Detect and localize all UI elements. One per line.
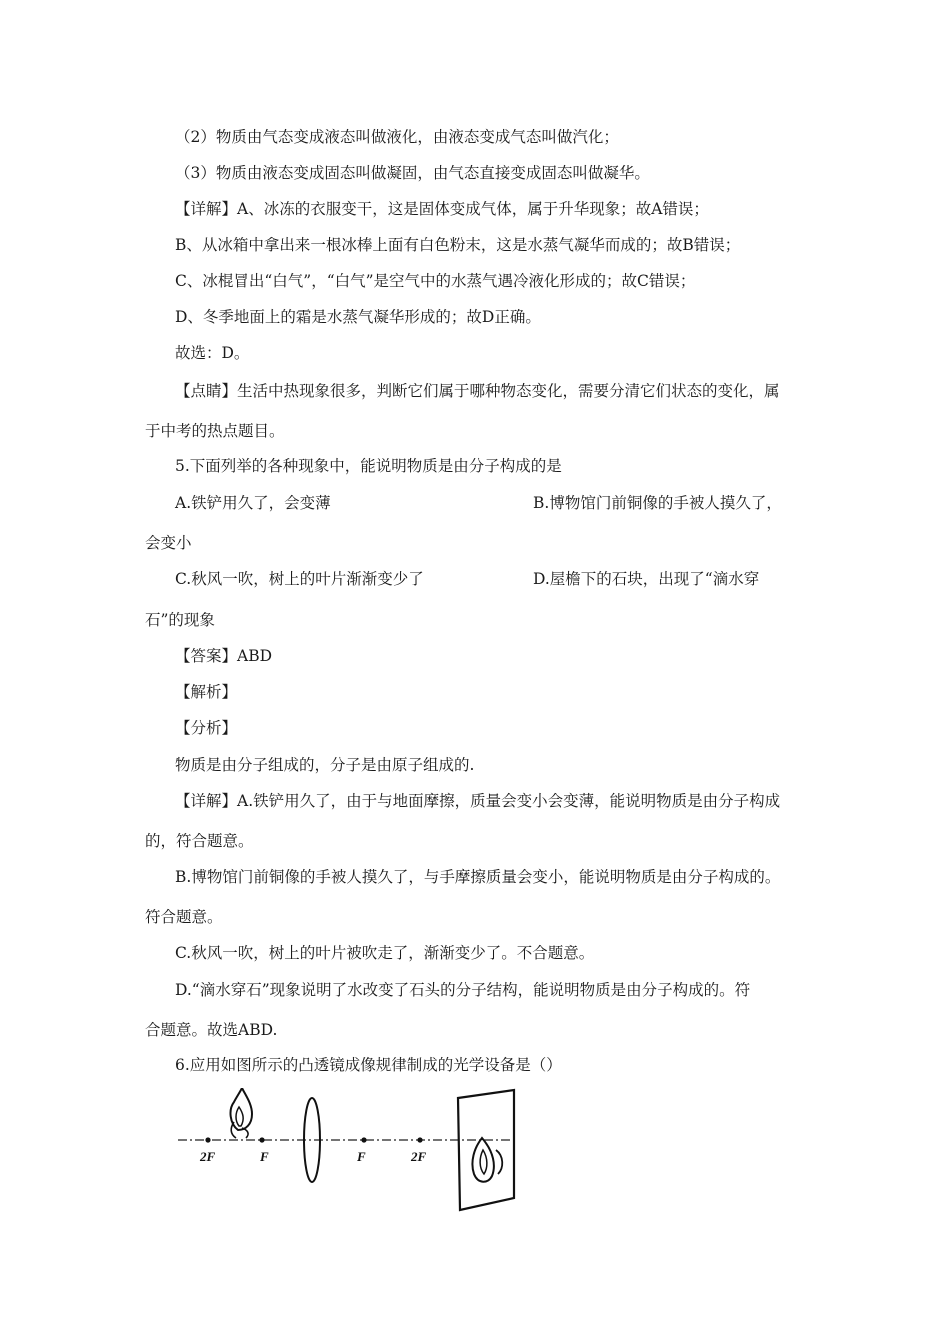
point-left-2f bbox=[205, 1137, 210, 1142]
inverted-image-edge bbox=[496, 1150, 502, 1174]
question-6-stem: 6.应用如图所示的凸透镜成像规律制成的光学设备是（） bbox=[175, 1056, 562, 1074]
text-line: C、冰棍冒出“白气”，“白气”是空气中的水蒸气遇冷液化形成的；故C错误； bbox=[175, 272, 696, 290]
text-line: B、从冰箱中拿出来一根冰棒上面有白色粉末，这是水蒸气凝华而成的；故B错误； bbox=[175, 236, 741, 254]
text-line: B.博物馆门前铜像的手被人摸久了，与手摩擦质量会变小，能说明物质是由分子构成的。 bbox=[175, 868, 781, 886]
option-a: A.铁铲用久了，会变薄 bbox=[175, 494, 331, 512]
label-left-f: F bbox=[260, 1149, 269, 1164]
label-right-2f: 2F bbox=[411, 1149, 427, 1164]
point-left-f bbox=[259, 1137, 264, 1142]
analysis-heading: 【解析】 bbox=[175, 683, 238, 701]
text-line: 物质是由分子组成的，分子是由原子组成的. bbox=[175, 756, 475, 774]
convex-lens-diagram bbox=[178, 1088, 518, 1218]
text-line: 于中考的热点题目。 bbox=[145, 422, 285, 440]
option-b-cont: 会变小 bbox=[145, 534, 192, 552]
text-line: 的，符合题意。 bbox=[145, 832, 254, 850]
point-right-f bbox=[361, 1137, 366, 1142]
label-left-2f: 2F bbox=[200, 1149, 216, 1164]
point-right-2f bbox=[417, 1137, 422, 1142]
text-line: 符合题意。 bbox=[145, 908, 223, 926]
text-line: 【详解】A、冰冻的衣服变干，这是固体变成气体，属于升华现象；故A错误； bbox=[175, 200, 709, 218]
analysis-subheading: 【分析】 bbox=[175, 719, 238, 737]
inverted-image-inner bbox=[480, 1150, 487, 1174]
text-line: 【详解】A.铁铲用久了，由于与地面摩擦，质量会变小会变薄，能说明物质是由分子构成 bbox=[175, 792, 781, 810]
text-line: 【点睛】生活中热现象很多，判断它们属于哪种物态变化，需要分清它们状态的变化，属 bbox=[175, 382, 780, 400]
question-5-stem: 5.下面列举的各种现象中，能说明物质是由分子构成的是 bbox=[175, 457, 562, 475]
text-line: D、冬季地面上的霜是水蒸气凝华形成的；故D正确。 bbox=[175, 308, 541, 326]
text-line: C.秋风一吹，树上的叶片被吹走了，渐渐变少了。不合题意。 bbox=[175, 944, 595, 962]
option-d: D.屋檐下的石块，出现了“滴水穿 bbox=[533, 570, 760, 588]
option-d-cont: 石”的现象 bbox=[145, 611, 215, 629]
text-line: D.“滴水穿石”现象说明了水改变了石头的分子结构，能说明物质是由分子构成的。符 bbox=[175, 981, 751, 999]
option-c: C.秋风一吹，树上的叶片渐渐变少了 bbox=[175, 570, 424, 588]
answer-line: 【答案】ABD bbox=[175, 647, 273, 665]
candle-flame-inner bbox=[236, 1107, 243, 1126]
text-line: 合题意。故选ABD. bbox=[145, 1021, 278, 1039]
text-line: （3）物质由液态变成固态叫做凝固，由气态直接变成固态叫做凝华。 bbox=[175, 164, 650, 182]
text-line: 故选：D。 bbox=[175, 344, 250, 362]
inverted-image bbox=[472, 1138, 493, 1182]
text-line: （2）物质由气态变成液态叫做液化，由液态变成气态叫做汽化； bbox=[175, 128, 619, 146]
label-right-f: F bbox=[357, 1149, 366, 1164]
option-b: B.博物馆门前铜像的手被人摸久了， bbox=[533, 494, 782, 512]
screen bbox=[458, 1090, 514, 1210]
